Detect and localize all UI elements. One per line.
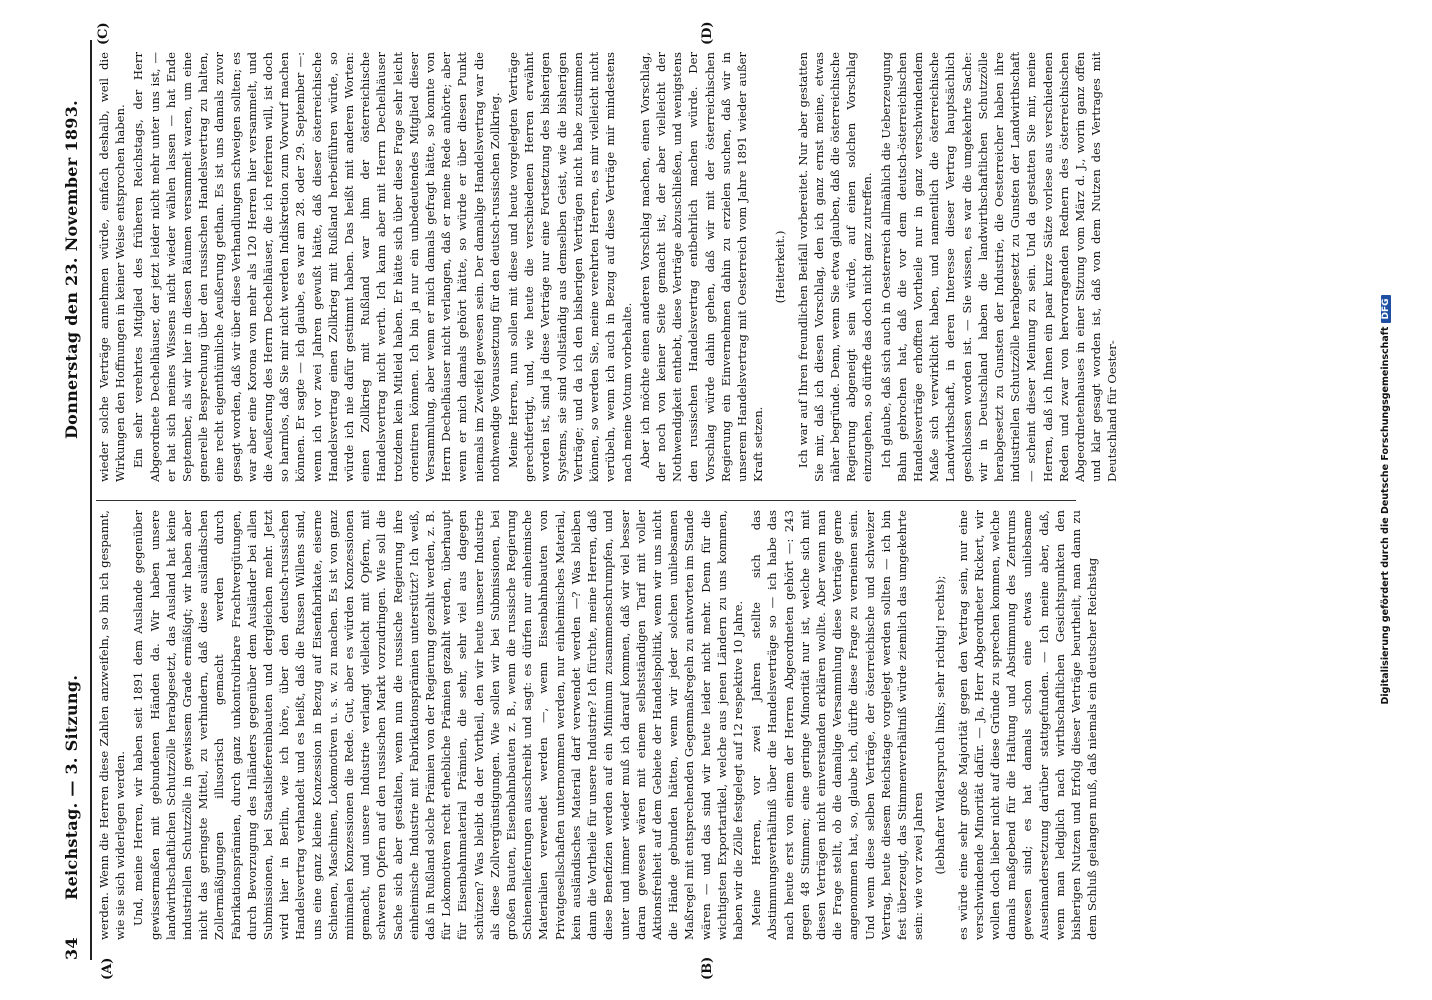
right-paragraph: Ich glaube, daß sich auch in Oesterreich allmählich die Ueberzeugung Bahn gebrochen hat, daß die vor dem deutsch-österreichischen Handelsverträge erhofften Vortheile nur in ganz verschwindendem Maße sich verwirklicht haben, und namentlich die österreichische Landwirthschaft, in deren Interesse dieser Vertrag hauptsächlich geschlossen worden ist. — Sie wissen, es war die umgekehrte Sache: wir in Deutschland haben die landwirthschaftlichen Schutzzölle herabgesetzt zu Gunsten der Industrie, die Oesterreicher haben ihre industriellen Schutzzölle herabgesetzt zu Gunsten der Landwirthschaft — scheint dieser Meinung zu sein. Und da gestatten Sie mir, meine Herren, daß ich Ihnen ein paar kurze Sätze vorlese aus verschiedenen Reden und zwar von hervorragenden Rednern des österreichischen Abgeordnetenhauses in einer Sitzung vom März d. J., worin ganz offen und klar gesagt worden ist, daß von dem Nutzen des Vertrages mit Deutschland für Oester-	[878, 52, 1120, 482]
left-interjection: (lebhafter Widerspruch links; sehr richtig! rechts);	[933, 575, 948, 875]
left-paragraph: Meine Herren, vor zwei Jahren stellte sich das Abstimmungsverhältniß über die Handelsverträge so — ich habe das nach heute erst von einem der Herren Abgeordneten gehört —: 243 gegen 48 Stimmen; eine geringe Minorität nur ist, welche sich mit diesen Verträgen nicht einverstanden erklären wollte. Aber wenn man die Frage stellt, ob die damalige Versammlung diese Verträge gerne angenommen hat, so, glaube ich, dürfte diese Frage zu verneinen sein. Und wenn diese selben Verträge, der österreichische und schweizer Vertrag, heute diesem Reichstage vorgelegt werden sollten — ich bin fest überzeugt, das Stimmenverhältniß würde ziemlich das umgekehrte sein: wie vor zwei Jahren	[749, 510, 926, 940]
margin-mark-a: (A)	[100, 957, 115, 980]
right-interjection: (Heiterkeit.)	[773, 230, 788, 304]
header-right-title: Donnerstag den 23. November 1893.	[62, 100, 81, 439]
header-left-title: Reichstag. — 3. Sitzung.	[62, 674, 81, 900]
page-number: 34	[62, 937, 81, 960]
column-rule	[96, 500, 1076, 501]
margin-mark-d: (D)	[700, 21, 715, 45]
digitization-credit	[1380, 0, 1398, 1000]
left-column	[96, 510, 1306, 940]
dfg-logo: DFG	[1381, 296, 1391, 323]
left-paragraph: es würde eine sehr große Majorität gegen den Vertrag sein, nur eine verschwindende Minorität dafür. — Ja, Herr Abgeordneter Rickert, wir wollen doch lieber nicht auf diese Gründe zu sprechen kommen, welche damals maßgebend für die Haltung und Abstimmung des Zentrums gewesen sind; es hat damals schon eine etwas unliebsame Auseinandersetzung darüber stattgefunden. — Ich meine aber, daß, wenn man lediglich nach wirthschaftlichen Gesichtspunkten den bisherigen Nutzen und Erfolg dieser Verträge beurtheilt, man dann zu dem Schluß gelangen muß, daß niemals ein deutscher Reichstag	[955, 510, 1100, 940]
left-paragraph: werden. Wenn die Herren diese Zahlen anzweifeln, so bin ich gespannt, wie sie sich widerlegen werden.	[97, 510, 128, 940]
right-paragraph: wieder solche Verträge annehmen würde, einfach deshalb, weil die Wirkungen den Hoffnungen in keiner Weise entsprochen haben.	[97, 52, 128, 482]
left-paragraph: Und, meine Herren, wir haben seit 1891 dem Auslande gegenüber gewissermaßen mit gebundenen Händen da. Wir haben unsere landwirthschaftlichen Schutzzölle herabgesetzt, das Ausland hat keine industriellen Schutzzölle in gewissem Grade ermäßigt; wir haben aber nicht das geringste Mittel, zu verhindern, daß diese ausländischen Zollermäßigungen illusorisch gemacht werden durch Fabrikationsprämien, durch ganz unkontrolirbare Frachtvergütungen, durch Bevorzugung des Inländers gegenüber dem Ausländer bei allen Submissionen, bei Staatsliefereinbauten und dergleichen mehr. Jetzt wird hier in Berlin, wie ich höre, über den deutsch-russischen Handelsvertrag verhandelt und es heißt, daß die Russen Willens sind, uns eine ganz kleine Konzession in Bezug auf Eisenfabrikate, eiserne Schienen, Maschinen, Lokomotiven u. s. w. zu machen. Es ist von ganz minimalen Konzessionen die Rede. Gut, aber es würden Konzessionen gemacht, und unsere Industrie verlangt vielleicht mit Opfern, mit schweren Opfern auf den russischen Markt vorzudringen. Wie soll die Sache sich aber gestalten, wenn nun die russische Regierung ihre einheimische Industrie mit Fabrikationsprämien unterstützt? Ich weiß, daß in Rußland solche Prämien von der Regierung gezahlt werden, z. B. für Lokomotiven recht erhebliche Prämien gezahlt werden, überhaupt für Eisenbahnmaterial Prämien, die sehr, sehr viel aus dagegen schützen? Was bleibt da der Vortheil, den wir heute unserer Industrie als diese Zollvergünstigungen. Wie sollen wir bei Submissionen, bei großen Bauten, Eisenbahnbauten z. B., wenn die russische Regierung Schienenlieferungen ausschreibt und sagt: es dürfen nur einheimische Materialien verwendet werden —, wenn Eisenbahnbauten von Privatgesellschaften unternommen werden, nur einheimisches Material, kein ausländisches Material darf verwendet werden —? Was bleiben dann die Vortheile für unsere Industrie? Ich fürchte, meine Herren, daß diese Benefizien werden auf ein Minimum zusammenschrumpfen, und unter und immer wieder muß ich darauf kommen, daß wir viel besser daran gewesen wären mit einem selbstständigen Tarif mit voller Aktionsfreiheit auf dem Gebiete der Handelspolitik, wenn wir uns nicht die Hände gebunden hätten, wenn wir jeder solchen unliebsamen Maßregel mit entsprechenden Gegenmaßregeln zu antworten im Stande wären — und das sind wir heute leider nicht mehr. Denn für die wichtigsten Exportartikel, welche aus jenen Ländern zu uns kommen, haben wir die Zölle festgelegt auf 12 respektive 10 Jahre.	[131, 510, 745, 940]
right-paragraph: Ein sehr verehrtes Mitglied des früheren Reichstags, der Herr Abgeordnete Dechelhäuser, der jetzt leider nicht mehr unter uns ist, — er hat sich meines Wissens nicht wieder wählen lassen — hat Ende September, als wir hier in diesen Räumen versammelt waren, um eine generelle Besprechung über den russischen Handelsvertrag zu halten, eine recht eigenthümliche Aeußerung gethan. Es ist uns damals zuvor gesagt worden, daß wir über diese Verhandlungen schweigen sollten; es war aber eine Korona von mehr als 120 Herren hier versammelt, und die Aeußerung des Herrn Dechelhäuser, die ich referiren will, ist doch so harmlos, daß Sie mir nicht werden Indiskretion zum Vorwurf machen können. Er sagte — ich glaube, es war am 28. oder 29. September —: wenn ich vor zwei Jahren gewußt hätte, daß dieser österreichische Handelsvertrag einen Zollkrieg mit Rußland herbeiführen würde, so würde ich nie dafür gestimmt haben. Das heißt mit anderen Worten: einen Zollkrieg mit Rußland war ihm der österreichische Handelsvertrag nicht werth. Ich kann aber mit Herrn Dechelhäuser trotzdem kein Mitleid haben. Er hätte sich über diese Frage sehr leicht orientiren können. Ich bin ja nur ein unbedeutendes Mitglied dieser Versammlung, aber wenn er mich damals gefragt hätte, so konnte von Herrn Dechelhäuser nicht verlangen, daß er meine Rede anhörte; aber wenn er mich damals gehört hätte, so würde er über diesen Punkt niemals im Zweifel gewesen sein. Der damalige Handelsvertrag war die nothwendige Voraussetzung für den deutsch-russischen Zollkrieg.	[131, 52, 502, 482]
right-paragraph: Meine Herren, nun sollen mit diese und heute vorgelegten Verträge gerechtfertigt, und, wie heute die verschiedenen Herren erwähnt worden ist, sind ja diese Verträge nur eine Fortsetzung des bisherigen Systems, sie sind vollständig aus demselben Geist, wie die bisherigen Verträge; und da ich den bisherigen Verträgen nicht habe zustimmen können, so werden Sie, meine verehrten Herren, es mir vielleicht nicht verübeln, wenn ich auch in Bezug auf diese Verträge mir mindestens nach meine Votum vorbehalte.	[506, 52, 634, 482]
margin-mark-b: (B)	[700, 956, 715, 980]
digitization-credit-text: Digitalisierung gefördert durch die Deutsche Forschungsgemeinschaft	[1380, 326, 1391, 705]
right-column	[96, 52, 1306, 482]
header-rule	[90, 40, 92, 960]
margin-mark-c: (C)	[96, 22, 111, 45]
right-paragraph: Aber ich möchte einen anderen Vorschlag machen, einen Vorschlag, der noch von keiner Seite gemacht ist, der aber vielleicht der Nothwendigkeit enthebt, diese Verträge abzuschließen, und wenigstens den russischen Handelsvertrag entbehrlich machen würde. Der Vorschlag würde dahin gehen, daß wir mit der österreichischen Regierung ein Einvernehmen dahin zu erzielen suchen, daß wir in unserem Handelsvertrag mit Oesterreich vom Jahre 1891 wieder außer Kraft setzen.	[637, 52, 766, 482]
page-header	[62, 40, 88, 960]
right-paragraph: Ich war auf Ihren freundlichen Beifall vorbereitet. Nur aber gestatten Sie mir, daß ich diesen Vorschlag, den ich ganz ernst meine, etwas näher begründe. Denn, wenn Sie etwa glauben, daß die österreichische Regierung abgeneigt sein würde, auf einen solchen Vorschlag einzugehen, so dürfte das doch nicht ganz zutreffen.	[795, 52, 875, 482]
